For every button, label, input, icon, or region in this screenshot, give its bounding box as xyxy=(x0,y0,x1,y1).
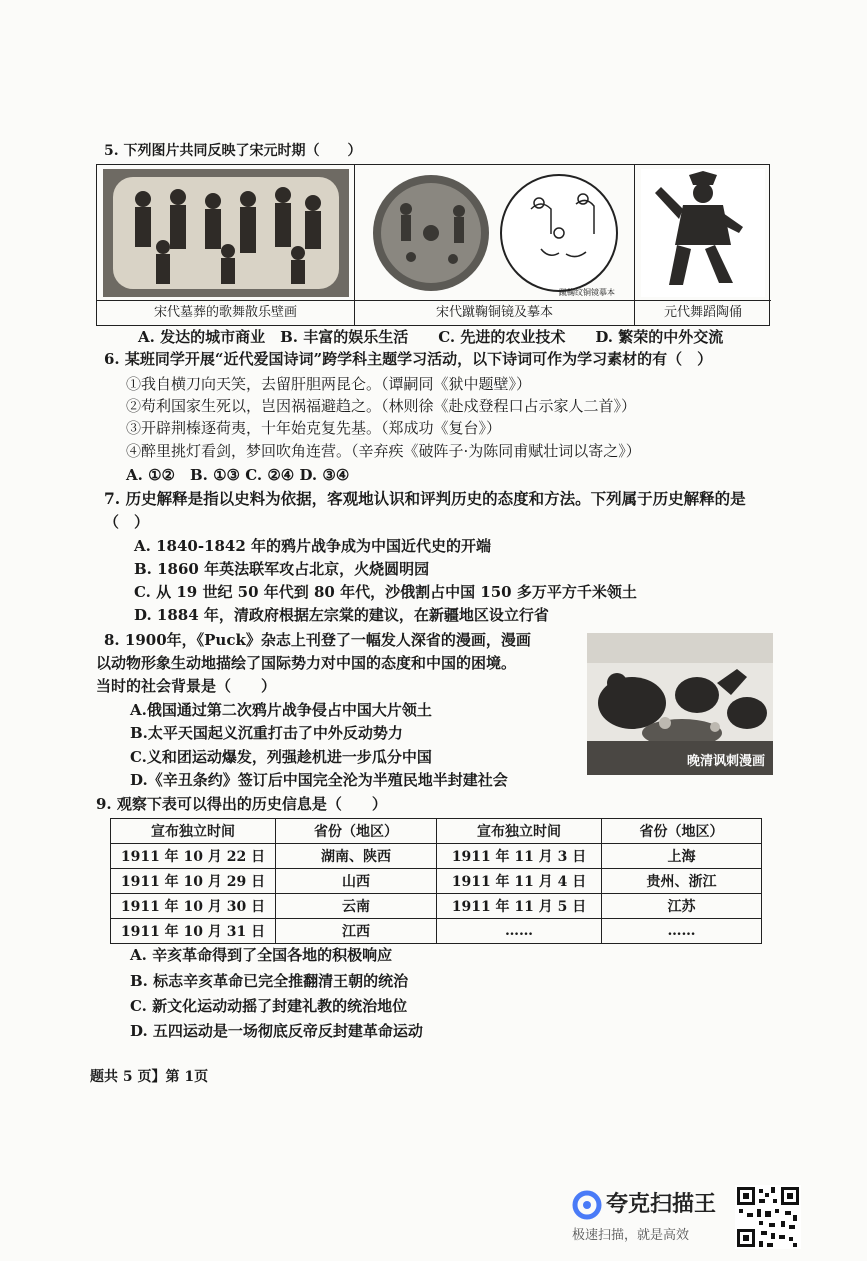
table-cell: 贵州、浙江 xyxy=(602,869,762,894)
q8-cartoon-caption: 晚清讽刺漫画 xyxy=(686,754,765,769)
q7-option-a: A. 1840-1842 年的鸦片战争成为中国近代史的开端 xyxy=(134,537,492,555)
q6-options: A. ①② B. ①③ C. ②④ D. ③④ xyxy=(126,466,350,484)
q7-option-b: B. 1860 年英法联军攻占北京，火烧圆明园 xyxy=(134,560,430,578)
table-header: 宣布独立时间 xyxy=(437,819,602,844)
table-header: 省份（地区） xyxy=(602,819,762,844)
table-cell: 1911 年 10 月 29 日 xyxy=(111,869,276,894)
q5-image-panel xyxy=(96,164,770,326)
q8-option-a: A.俄国通过第二次鸦片战争侵占中国大片领土 xyxy=(130,701,432,719)
q8-stem-3: 当时的社会背景是（ ） xyxy=(96,677,277,695)
table-cell: 1911 年 10 月 31 日 xyxy=(111,919,276,944)
table-row xyxy=(111,869,762,894)
table-header: 宣布独立时间 xyxy=(111,819,276,844)
table-row xyxy=(111,844,762,869)
q8-option-c: C.义和团运动爆发，列强趁机进一步瓜分中国 xyxy=(130,748,432,766)
qr-code-icon xyxy=(735,1185,801,1249)
table-header-row xyxy=(111,819,762,844)
table-cell: 湖南、陕西 xyxy=(276,844,437,869)
q6-stem: 6. 某班同学开展“近代爱国诗词”跨学科主题学习活动，以下诗词可作为学习素材的有（ ） xyxy=(104,350,713,368)
table-cell: 1911 年 11 月 3 日 xyxy=(437,844,602,869)
q5-image-mirror xyxy=(355,165,635,325)
q9-option-c: C. 新文化运动动摇了封建礼教的统治地位 xyxy=(130,997,408,1015)
watermark-brand: 夸克扫描王 xyxy=(606,1192,717,1217)
q5-mirror-label: 蹴鞠纹铜镜摹本 xyxy=(559,288,615,297)
q8-stem-2: 以动物形象生动地描绘了国际势力对中国的态度和中国的困境。 xyxy=(96,654,517,672)
q5-caption-1: 宋代墓葬的歌舞散乐壁画 xyxy=(97,300,354,325)
q6-item-3: ③开辟荆榛逐荷夷，十年始克复先基。（郑成功《复台》） xyxy=(126,419,502,437)
table-cell: 山西 xyxy=(276,869,437,894)
table-cell: 1911 年 11 月 4 日 xyxy=(437,869,602,894)
q6-item-2: ②苟利国家生死以，岂因祸福避趋之。（林则徐《赴戍登程口占示家人二首》） xyxy=(126,397,637,415)
table-row xyxy=(111,894,762,919)
q9-table xyxy=(110,818,762,944)
q8-option-b: B.太平天国起义沉重打击了中外反动势力 xyxy=(130,724,403,742)
q9-option-d: D. 五四运动是一场彻底反帝反封建革命运动 xyxy=(130,1022,423,1040)
table-header: 省份（地区） xyxy=(276,819,437,844)
quark-logo-icon xyxy=(572,1190,602,1220)
mirror-picture xyxy=(361,169,629,297)
table-cell: …… xyxy=(602,919,762,944)
watermark-slogan: 极速扫描，就是高效 xyxy=(572,1228,690,1243)
q5-image-figurine xyxy=(635,165,771,325)
q9-option-a: A. 辛亥革命得到了全国各地的积极响应 xyxy=(130,946,393,964)
q7-option-c: C. 从 19 世纪 50 年代到 80 年代，沙俄割占中国 150 多万平方千米领土 xyxy=(134,583,637,601)
table-cell: 云南 xyxy=(276,894,437,919)
table-cell: 江苏 xyxy=(602,894,762,919)
q5-image-mural xyxy=(97,165,355,325)
table-row xyxy=(111,919,762,944)
q5-caption-2: 宋代蹴鞠铜镜及摹本 xyxy=(355,300,634,325)
q9-option-b: B. 标志辛亥革命已完全推翻清王朝的统治 xyxy=(130,972,409,990)
q8-cartoon-image xyxy=(587,633,773,775)
q6-item-4: ④醉里挑灯看剑，梦回吹角连营。（辛弃疾《破阵子·为陈同甫赋壮词以寄之》） xyxy=(126,442,641,460)
table-cell: 上海 xyxy=(602,844,762,869)
q8-stem-1: 8. 1900年，《Puck》杂志上刊登了一幅发人深省的漫画，漫画 xyxy=(104,631,531,649)
q8-option-d: D.《辛丑条约》签订后中国完全沦为半殖民地半封建社会 xyxy=(130,771,508,789)
q6-item-1: ①我自横刀向天笑，去留肝胆两昆仑。（谭嗣同《狱中题壁》） xyxy=(126,375,532,393)
table-cell: …… xyxy=(437,919,602,944)
q5-stem: 5. 下列图片共同反映了宋元时期（ ） xyxy=(104,143,362,159)
figurine-picture xyxy=(641,169,765,297)
q7-stem-paren: （ ） xyxy=(104,513,150,531)
q9-stem: 9. 观察下表可以得出的历史信息是（ ） xyxy=(96,795,387,813)
q5-options: A. 发达的城市商业 B. 丰富的娱乐生活 C. 先进的农业技术 D. 繁荣的中外交流 xyxy=(138,328,724,346)
page-footer: 题共 5 页】第 1页 xyxy=(90,1069,209,1085)
table-cell: 1911 年 11 月 5 日 xyxy=(437,894,602,919)
q7-stem: 7. 历史解释是指以史料为依据，客观地认识和评判历史的态度和方法。下列属于历史解释的是 xyxy=(104,489,746,508)
table-cell: 1911 年 10 月 30 日 xyxy=(111,894,276,919)
q7-option-d: D. 1884 年，清政府根据左宗棠的建议，在新疆地区设立行省 xyxy=(134,606,549,624)
table-cell: 江西 xyxy=(276,919,437,944)
mural-picture xyxy=(103,169,349,297)
table-cell: 1911 年 10 月 22 日 xyxy=(111,844,276,869)
q5-caption-3: 元代舞蹈陶俑 xyxy=(635,300,771,325)
